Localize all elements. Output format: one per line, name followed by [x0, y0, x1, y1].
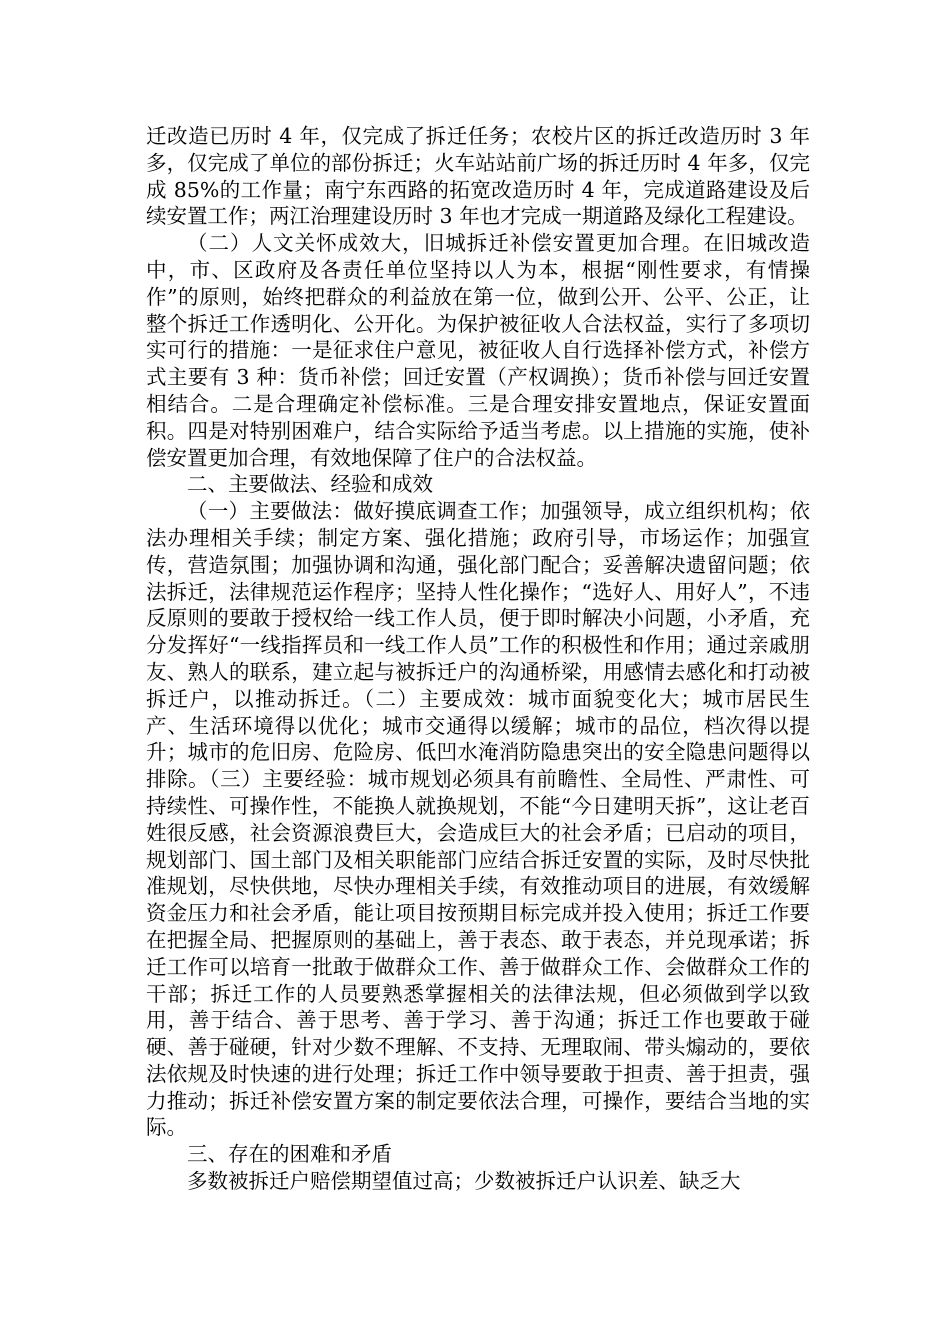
paragraph-continued: 迁改造已历时 4 年，仅完成了拆迁任务；农校片区的拆迁改造历时 3 年多，仅完成了单位的部份拆迁；火车站站前广场的拆迁历时 4 年多，仅完成 85%的工作量；南宁东西路的拓宽改造历时 4 年，完成道路建设及后续安置工作；两江治理建设历时 3 年也才完成一期道路及绿化工程建设。 [146, 124, 810, 229]
section-heading-practices: 二、主要做法、经验和成效 [187, 472, 433, 497]
document-page [146, 123, 810, 1195]
paragraph-humanistic-care: （二）人文关怀成效大，旧城拆迁补偿安置更加合理。在旧城改造中，市、区政府及各责任单位坚持以人为本，根据“刚性要求，有情操作”的原则，始终把群众的利益放在第一位，做到公开、公平、公正，让整个拆迁工作透明化、公开化。为保护被征收人合法权益，实行了多项切实可行的措施：一是征求住户意见，被征收人自行选择补偿方式，补偿方式主要有 3 种：货币补偿；回迁安置（产权调换）；货币补偿与回迁安置相结合。二是合理确定补偿标准。三是合理安排安置地点，保证安置面积。四是对特别困难户，结合实际给予适当考虑。以上措施的实施，使补偿安置更加合理，有效地保障了住户的合法权益。 [146, 231, 810, 470]
paragraph-practices-results-experience: （一）主要做法：做好摸底调查工作；加强领导，成立组织机构；依法办理相关手续；制定方案、强化措施；政府引导，市场运作；加强宣传，营造氛围；加强协调和沟通，强化部门配合；妥善解决遗留问题；依法拆迁，法律规范运作程序；坚持人性化操作；“选好人、用好人”，不违反原则的要敢于授权给一线工作人员，便于即时解决小问题，小矛盾，充分发挥好“一线指挥员和一线工作人员”工作的积极性和作用；通过亲戚朋友、熟人的联系，建立起与被拆迁户的沟通桥梁，用感情去感化和打动被拆迁户，以推动拆迁。（二）主要成效：城市面貌变化大；城市居民生产、生活环境得以优化；城市交通得以缓解；城市的品位，档次得以提升；城市的危旧房、危险房、低凹水淹消防隐患突出的安全隐患问题得以排除。（三）主要经验：城市规划必须具有前瞻性、全局性、严肃性、可持续性、可操作性，不能换人就换规划，不能“今日建明天拆”，这让老百姓很反感，社会资源浪费巨大，会造成巨大的社会矛盾；已启动的项目，规划部门、国土部门及相关职能部门应结合拆迁安置的实际，及时尽快批准规划，尽快供地，尽快办理相关手续，有效推动项目的进展，有效缓解资金压力和社会矛盾，能让项目按预期目标完成并投入使用；拆迁工作要在把握全局、把握原则的基础上，善于表态、敢于表态，并兑现承诺；拆迁工作可以培育一批敢于做群众工作、善于做群众工作、会做群众工作的干部；拆迁工作的人员要熟悉掌握相关的法律法规，但必须做到学以致用，善于结合、善于思考、善于学习、善于沟通；拆迁工作也要敢于碰硬、善于碰硬，针对少数不理解、不支持、无理取闹、带头煽动的，要依法依规及时快速的进行处理；拆迁工作中领导要敢于担责、善于担责，强力推动；拆迁补偿安置方案的制定要依法合理，可操作，要结合当地的实际。 [146, 499, 810, 1140]
section-heading-difficulties: 三、存在的困难和矛盾 [187, 1142, 392, 1167]
paragraph-difficulties: 多数被拆迁户赔偿期望值过高；少数被拆迁户认识差、缺乏大 [187, 1169, 741, 1194]
